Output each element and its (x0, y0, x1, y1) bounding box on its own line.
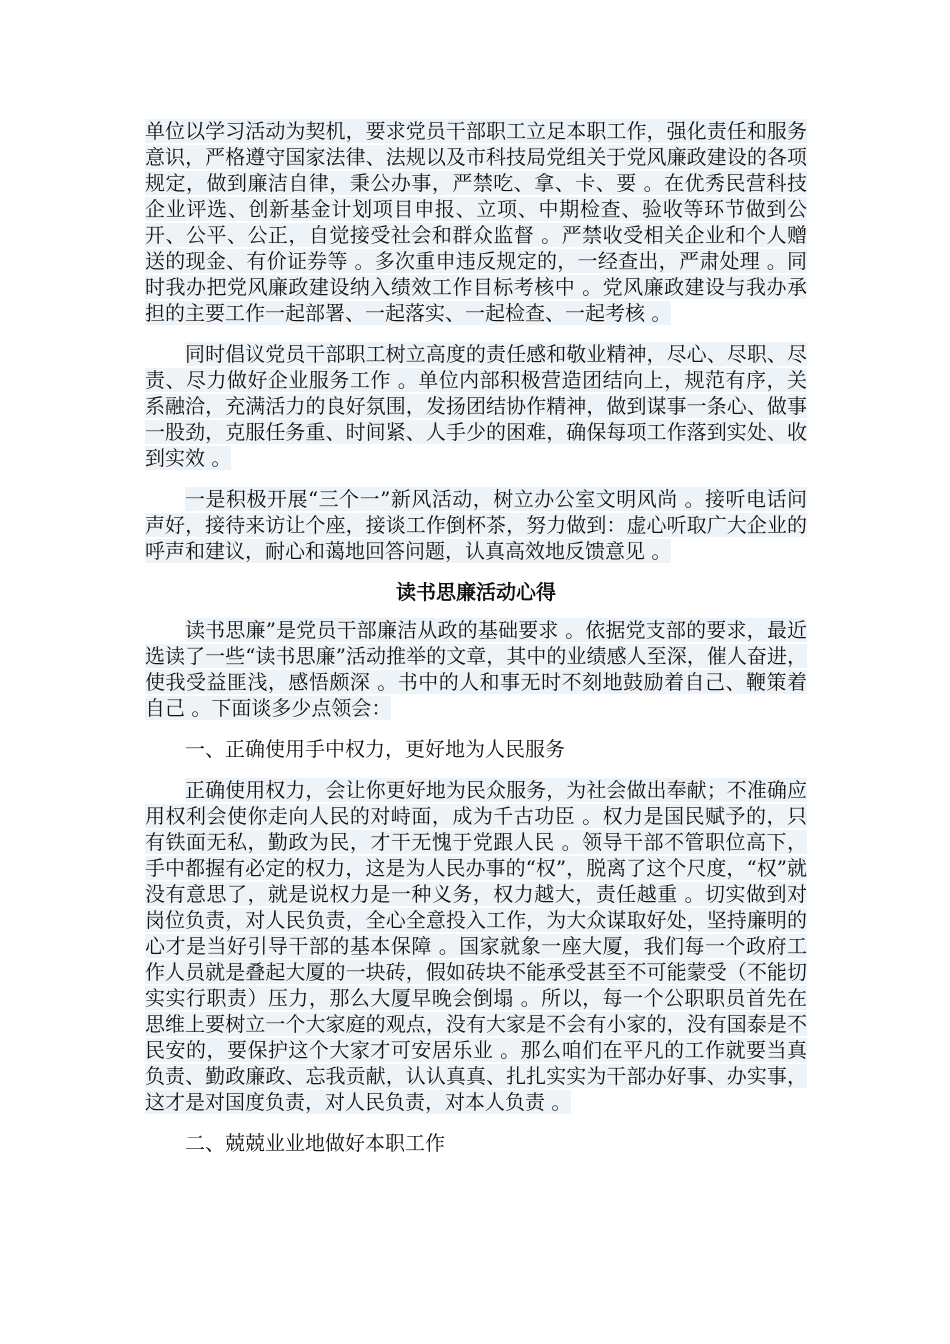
paragraph-text: 正确使用权力，会让你更好地为民众服务，为社会做出奉献；不准确应用权利会使你走向人民的对峙面，成为千古功臣 。权力是国民赋予的，只有铁面无私，勤政为民，才干无愧于党跟人民 。领导干部不管职位高下，手中都握有必定的权力，这是为人民办事的“权”，脱离了这个尺度，“权”就没有意思了，就是说权力是一种义务，权力越大，责任越重 。切实做到对岗位负责，对人民负责，全心全意投入工作，为大众谋取好处，坚持廉明的心才是当好引导干部的基本保障 。国家就象一座大厦，我们每一个政府工作人员就是叠起大厦的一块砖，假如砖块不能承受甚至不可能蒙受（不能切实实行职责）压力，那么大厦早晚会倒塌 。所以，每一个公职职员首先在思维上要树立一个大家庭的观点，没有大家是不会有小家的，没有国泰是不民安的，要保护这个大家才可安居乐业 。那么咱们在平凡的工作就要当真负责、勤政廉政、忘我贡献，认认真真、扎扎实实为干部办好事、办实事，这才是对国度负责，对人民负责，对本人负责 。 (145, 778, 807, 1114)
section-heading-1: 一、正确使用手中权力，更好地为人民服务 (185, 737, 565, 761)
article-title: 读书思廉活动心得 (396, 580, 556, 604)
paragraph-text: 读书思廉”是党员干部廉洁从政的基础要求 。依据党支部的要求，最近选读了一些“读书思廉”活动推举的文章，其中的业绩感人至深，催人奋进，使我受益匪浅，感悟颇深 。书中的人和事无时不刻地鼓励着自己、鞭策着自己 。下面谈多少点领会： (145, 618, 807, 720)
paragraph-text: 同时倡议党员干部职工树立高度的责任感和敬业精神，尽心、尽职、尽责、尽力做好企业服务工作 。单位内部积极营造团结向上，规范有序，关系融洽，充满活力的良好氛围，发扬团结协作精神，做到谋事一条心、做事一股劲，克服任务重、时间紧、人手少的困难，确保每项工作落到实处、收到实效 。 (145, 342, 807, 470)
paragraph-intro-1 (145, 118, 807, 326)
section-heading-2: 二、兢兢业业地做好本职工作 (185, 1131, 445, 1155)
paragraph-section-1 (145, 777, 807, 1115)
paragraph-intro-3 (145, 486, 807, 564)
document-page (145, 118, 807, 1171)
paragraph-text: 一是积极开展“三个一”新风活动，树立办公室文明风尚 。接听电话问声好，接待来访让个座，接谈工作倒杯茶，努力做到：虚心听取广大企业的呼声和建议，耐心和蔼地回答问题，认真高效地反馈意见 。 (145, 487, 807, 563)
paragraph-after-title (145, 617, 807, 721)
paragraph-intro-2 (145, 341, 807, 471)
paragraph-text: 单位以学习活动为契机，要求党员干部职工立足本职工作，强化责任和服务意识，严格遵守国家法律、法规以及市科技局党组关于党风廉政建设的各项规定，做到廉洁自律，秉公办事，严禁吃、拿、卡、要 。在优秀民营科技企业评选、创新基金计划项目申报、立项、中期检查、验收等环节做到公开、公平、公正，自觉接受社会和群众监督 。严禁收受相关企业和个人赠送的现金、有价证券等 。多次重申违反规定的，一经查出，严肃处理 。同时我办把党风廉政建设纳入绩效工作目标考核中 。党风廉政建设与我办承担的主要工作一起部署、一起落实、一起检查、一起考核 。 (145, 119, 807, 325)
